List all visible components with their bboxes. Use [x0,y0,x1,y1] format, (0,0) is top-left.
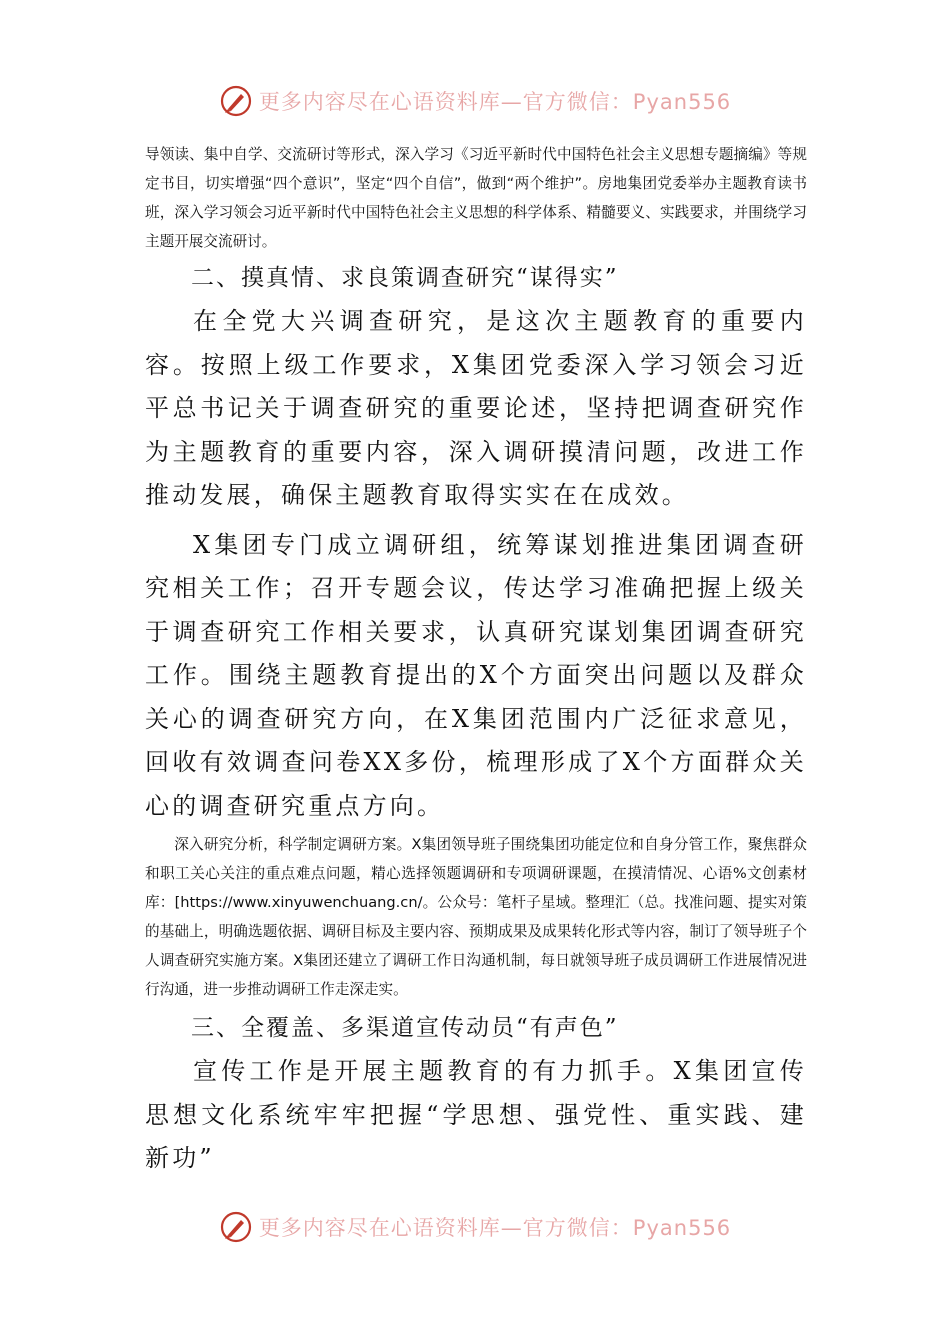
paragraph-study: 导领读、集中自学、交流研讨等形式，深入学习《习近平新时代中国特色社会主义思想专题摘编》等规定书目，切实增强“四个意识”，坚定“四个自信”，做到“两个维护”。房地集团党委举办主题教育读书班，深入学习领会习近平新时代中国特色社会主义思想的科学体系、精髓要义、实践要求，并围绕学习主题开展交流研讨。 [145,146,807,250]
watermark-text: 更多内容尽在心语资料库—官方微信：Pyan556 [258,1216,732,1240]
section-heading-publicity: 三、全覆盖、多渠道宣传动员“有声色” [191,1015,619,1041]
paragraph-research-group: X集团专门成立调研组，统筹谋划推进集团调查研究相关工作；召开专题会议，传达学习准确把握上级关于调查研究工作相关要求，认真研究谋划集团调查研究工作。围绕主题教育提出的X个方面突出问题以及群众关心的调查研究方向，在X集团范围内广泛征求意见，回收有效调查问卷XX多份，梳理形成了X个方面群众关心的调查研究重点方向。 [145,530,807,820]
section-heading-research: 二、摸真情、求良策调查研究“谋得实” [191,265,619,291]
pen-logo-icon [219,84,253,118]
watermark-text: 更多内容尽在心语资料库—官方微信：Pyan556 [258,90,732,114]
document-body [145,140,807,1187]
paragraph-research-intro: 在全党大兴调查研究，是这次主题教育的重要内容。按照上级工作要求，X集团党委深入学习领会习近平总书记关于调查研究的重要论述，坚持把调查研究作为主题教育的重要内容，深入调研摸清问题，改进工作推动发展，确保主题教育取得实实在在成效。 [145,307,807,509]
paragraph-research-plan: 深入研究分析，科学制定调研方案。X集团领导班子围绕集团功能定位和自身分管工作，聚焦群众和职工关心关注的重点难点问题，精心选择领题调研和专项调研课题，在摸清情况、心语%文创素材库：[https://www.xinyuwenchuang.cn/。公众号：笔杆子星域。整理汇（总。找准问题、提实对策的基础上，明确选题依据、调研目标及主要内容、预期成果及成果转化形式等内容，制订了领导班子个人调查研究实施方案。X集团还建立了调研工作日沟通机制，每日就领导班子成员调研工作进展情况进行沟通，进一步推动调研工作走深走实。 [145,836,807,998]
paragraph-publicity: 宣传工作是开展主题教育的有力抓手。X集团宣传思想文化系统牢牢把握“学思想、强党性、重实践、建新功” [145,1057,807,1172]
pen-logo-icon [219,1210,253,1244]
watermark-banner-top [0,84,950,118]
watermark-banner-bottom [0,1210,950,1244]
